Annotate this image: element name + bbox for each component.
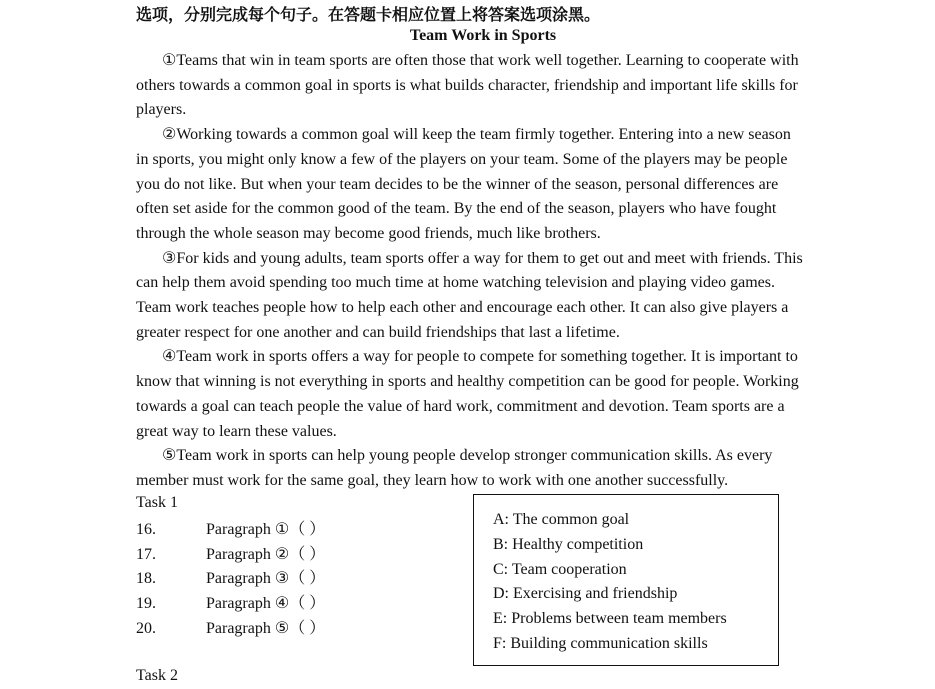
task2-label: Task 2 [136,667,178,684]
instruction-text: 选项，分别完成每个句子。在答题卡相应位置上将答案选项涂黑。 [136,5,601,24]
option-c: C: Team cooperation [493,560,627,578]
question-text: Paragraph ①（ ） [206,521,326,538]
option-f: F: Building communication skills [493,634,708,652]
passage-body [136,49,806,494]
question-text: Paragraph ③（ ） [206,570,326,588]
question-number: 16. [136,521,156,538]
option-a: A: The common goal [493,511,630,528]
option-d: D: Exercising and friendship [493,585,678,603]
paragraph-1: ①Teams that win in team sports are often those that work well together. Learning to cooperate with others towards a common goal in sports is what builds character, friendship and important life skills for players. [136,52,799,119]
option-e: E: Problems between team members [493,610,727,628]
question-number: 18. [136,570,156,588]
options-box [473,494,779,666]
question-row [136,617,325,642]
task1-label: Task 1 [136,494,178,511]
question-number: 17. [136,545,156,563]
question-row [136,543,325,568]
question-number: 20. [136,619,156,637]
question-list [136,518,325,641]
question-row [136,567,325,592]
passage-title: Team Work in Sports [409,27,557,44]
paragraph-4: ④Team work in sports offers a way for people to compete for something together. It is important to know that winning is not everything in sports and healthy competition can be good for people. Working towards a goal can teach people the value of hard work, commitment and devotion. Team sports are a great way to learn these values. [136,348,799,440]
paragraph-2: ②Working towards a common goal will keep the team firmly together. Entering into a new season in sports, you might only know a few of the players on your team. Some of the players may be people you do not like. But when your team decides to be the winner of the season, personal differences are often set aside for the common good of the team. By the end of the season, players who have fought through the whole season may become good friends, much like brothers. [136,126,791,242]
question-row [136,518,325,543]
question-text: Paragraph ⑤（ ） [206,619,326,637]
option-b: B: Healthy competition [493,535,644,553]
paragraph-5: ⑤Team work in sports can help young people develop stronger communication skills. As every member must work for the same goal, they learn how to work with one another successfully. [136,447,773,489]
question-number: 19. [136,595,156,613]
question-text: Paragraph ②（ ） [206,545,326,563]
question-text: Paragraph ④（ ） [206,595,326,613]
question-row [136,592,325,617]
paragraph-3: ③For kids and young adults, team sports offer a way for them to get out and meet with friends. This can help them avoid spending too much time at home watching television and playing video games. Team work teaches people how to help each other and encourage each other. It can also give players a greater respect for one another and can build friendships that last a lifetime. [136,249,803,341]
